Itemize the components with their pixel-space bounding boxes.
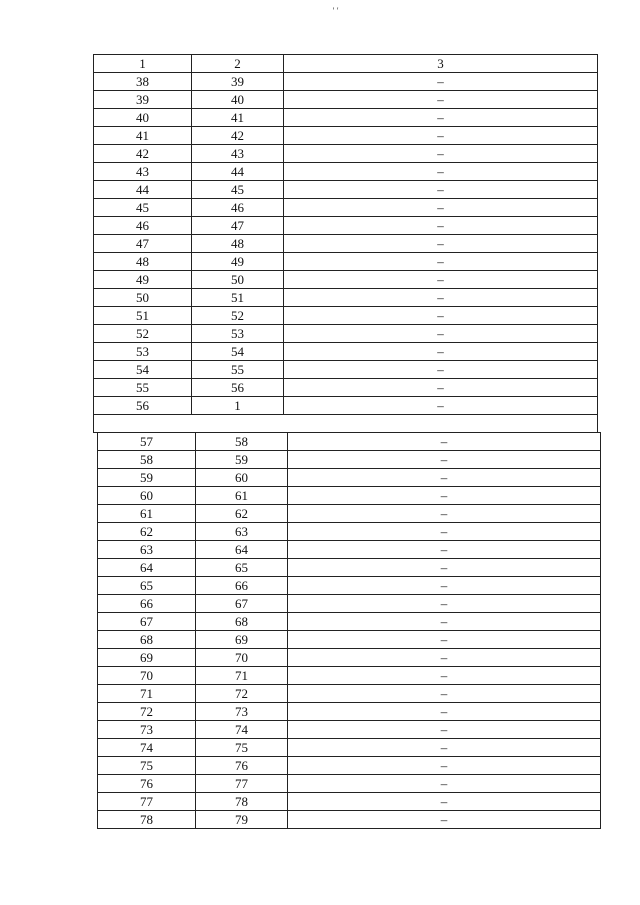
table-cell-col2: 43 <box>192 145 284 163</box>
table-row <box>94 397 598 415</box>
table-cell-col3: – <box>288 703 601 721</box>
table-cell-col1: 66 <box>98 595 196 613</box>
table-cell-col2: 41 <box>192 109 284 127</box>
table-cell-col3: – <box>284 343 598 361</box>
table-cell-col2: 64 <box>196 541 288 559</box>
table-cell-col2: 50 <box>192 271 284 289</box>
table-cell-col3: – <box>284 127 598 145</box>
table-cell-col3: – <box>284 91 598 109</box>
table-cell-col2: 77 <box>196 775 288 793</box>
table-cell-col2: 71 <box>196 667 288 685</box>
page-mark: ' ' <box>332 6 339 16</box>
table-cell-col3: – <box>288 505 601 523</box>
table-cell-col1: 44 <box>94 181 192 199</box>
table-row <box>98 487 601 505</box>
table-gap-row <box>94 415 598 433</box>
table-row <box>98 469 601 487</box>
table-cell-col1: 49 <box>94 271 192 289</box>
table-row <box>98 721 601 739</box>
table-row <box>98 685 601 703</box>
table-row <box>94 307 598 325</box>
table-cell-col2: 40 <box>192 91 284 109</box>
table-cell-col1: 52 <box>94 325 192 343</box>
table-cell-col2: 65 <box>196 559 288 577</box>
table-cell-col3: – <box>288 757 601 775</box>
table-cell-col1: 55 <box>94 379 192 397</box>
table-cell-col3: – <box>288 487 601 505</box>
table-cell-col3: – <box>288 775 601 793</box>
table-row <box>98 451 601 469</box>
table-row <box>98 595 601 613</box>
table-cell-col1: 75 <box>98 757 196 775</box>
table-row <box>98 559 601 577</box>
table-cell-col2: 60 <box>196 469 288 487</box>
table-cell-col1: 56 <box>94 397 192 415</box>
table-row <box>98 577 601 595</box>
table-cell-col2: 79 <box>196 811 288 829</box>
table-cell-col1: 54 <box>94 361 192 379</box>
table-cell-col3: – <box>288 541 601 559</box>
table-cell-col1: 58 <box>98 451 196 469</box>
table-cell-col2: 49 <box>192 253 284 271</box>
table-row <box>98 775 601 793</box>
table-row <box>94 289 598 307</box>
table-cell-col2: 63 <box>196 523 288 541</box>
table-cell-col1: 62 <box>98 523 196 541</box>
table-cell-col2: 74 <box>196 721 288 739</box>
table-cell-col2: 75 <box>196 739 288 757</box>
table-cell-col1: 76 <box>98 775 196 793</box>
table-row <box>98 793 601 811</box>
table-cell-col1: 68 <box>98 631 196 649</box>
table-body-top <box>94 55 598 433</box>
table-cell-col1: 60 <box>98 487 196 505</box>
table-cell-col1: 67 <box>98 613 196 631</box>
table-cell-col2: 72 <box>196 685 288 703</box>
table-cell-col2: 70 <box>196 649 288 667</box>
table-cell-col3: – <box>284 253 598 271</box>
table-cell-col3: – <box>284 181 598 199</box>
table-row <box>98 739 601 757</box>
table-cell-col1: 43 <box>94 163 192 181</box>
table-cell-col2: 52 <box>192 307 284 325</box>
table-cell-col1: 59 <box>98 469 196 487</box>
table-cell-col1: 57 <box>98 433 196 451</box>
data-table-top <box>93 54 598 433</box>
table-row <box>94 379 598 397</box>
table-cell-col2: 51 <box>192 289 284 307</box>
column-header-2: 2 <box>192 55 284 73</box>
table-cell-col3: – <box>288 811 601 829</box>
table-cell-col2: 76 <box>196 757 288 775</box>
table-cell-col3: – <box>288 649 601 667</box>
table-row <box>94 271 598 289</box>
table-cell-col3: – <box>284 307 598 325</box>
table-cell-col2: 62 <box>196 505 288 523</box>
table-cell-col3: – <box>284 397 598 415</box>
table-gap-cell <box>94 415 598 433</box>
table-cell-col3: – <box>284 325 598 343</box>
table-cell-col1: 41 <box>94 127 192 145</box>
table-body-bottom <box>98 433 601 829</box>
table-cell-col2: 66 <box>196 577 288 595</box>
table-row <box>98 613 601 631</box>
table-cell-col3: – <box>284 217 598 235</box>
table-cell-col2: 42 <box>192 127 284 145</box>
table-row <box>98 649 601 667</box>
table-cell-col3: – <box>284 235 598 253</box>
table-cell-col3: – <box>288 577 601 595</box>
table-cell-col2: 58 <box>196 433 288 451</box>
table-cell-col1: 65 <box>98 577 196 595</box>
table-row <box>98 523 601 541</box>
table-cell-col3: – <box>288 685 601 703</box>
table-row <box>94 235 598 253</box>
table-cell-col2: 45 <box>192 181 284 199</box>
table-cell-col2: 47 <box>192 217 284 235</box>
table-cell-col1: 69 <box>98 649 196 667</box>
table-row <box>98 631 601 649</box>
table-cell-col3: – <box>288 595 601 613</box>
table-cell-col3: – <box>284 271 598 289</box>
table-cell-col2: 67 <box>196 595 288 613</box>
table-row <box>94 199 598 217</box>
table-cell-col2: 56 <box>192 379 284 397</box>
table-cell-col2: 78 <box>196 793 288 811</box>
table-cell-col2: 61 <box>196 487 288 505</box>
table-cell-col3: – <box>288 721 601 739</box>
table-cell-col3: – <box>284 379 598 397</box>
column-header-3: 3 <box>284 55 598 73</box>
table-row <box>94 91 598 109</box>
table-row <box>98 757 601 775</box>
table-row <box>94 361 598 379</box>
table-row <box>98 433 601 451</box>
table-cell-col3: – <box>288 523 601 541</box>
table-row <box>94 73 598 91</box>
table-row <box>98 811 601 829</box>
table-cell-col2: 73 <box>196 703 288 721</box>
table-cell-col3: – <box>288 451 601 469</box>
table-cell-col2: 46 <box>192 199 284 217</box>
table-row <box>94 253 598 271</box>
table-row <box>94 217 598 235</box>
table-row <box>94 127 598 145</box>
table-cell-col3: – <box>288 739 601 757</box>
table-cell-col1: 78 <box>98 811 196 829</box>
table-cell-col3: – <box>288 631 601 649</box>
table-cell-col3: – <box>288 433 601 451</box>
table-cell-col1: 47 <box>94 235 192 253</box>
table-cell-col1: 48 <box>94 253 192 271</box>
table-cell-col2: 44 <box>192 163 284 181</box>
table-cell-col2: 53 <box>192 325 284 343</box>
table-cell-col1: 38 <box>94 73 192 91</box>
table-cell-col3: – <box>284 109 598 127</box>
table-cell-col3: – <box>288 793 601 811</box>
table-cell-col1: 40 <box>94 109 192 127</box>
table-cell-col1: 77 <box>98 793 196 811</box>
table-cell-col3: – <box>288 613 601 631</box>
table-cell-col1: 70 <box>98 667 196 685</box>
table-cell-col3: – <box>288 559 601 577</box>
table-row <box>94 181 598 199</box>
table-cell-col1: 73 <box>98 721 196 739</box>
table-cell-col1: 50 <box>94 289 192 307</box>
table-cell-col1: 72 <box>98 703 196 721</box>
table-cell-col1: 74 <box>98 739 196 757</box>
table-cell-col3: – <box>288 469 601 487</box>
table-cell-col2: 59 <box>196 451 288 469</box>
table-cell-col1: 45 <box>94 199 192 217</box>
table-cell-col3: – <box>284 199 598 217</box>
table-cell-col1: 51 <box>94 307 192 325</box>
table-row <box>94 325 598 343</box>
table-row <box>98 505 601 523</box>
table-row <box>94 343 598 361</box>
table-cell-col1: 39 <box>94 91 192 109</box>
table-cell-col2: 1 <box>192 397 284 415</box>
table-row <box>94 109 598 127</box>
table-cell-col1: 64 <box>98 559 196 577</box>
table-cell-col2: 69 <box>196 631 288 649</box>
table-cell-col3: – <box>284 145 598 163</box>
table-cell-col2: 55 <box>192 361 284 379</box>
table-cell-col1: 63 <box>98 541 196 559</box>
table-header-row <box>94 55 598 73</box>
table-cell-col3: – <box>284 289 598 307</box>
table-cell-col1: 61 <box>98 505 196 523</box>
table-cell-col1: 42 <box>94 145 192 163</box>
table-row <box>98 667 601 685</box>
table-cell-col3: – <box>284 163 598 181</box>
table-cell-col2: 68 <box>196 613 288 631</box>
table-cell-col1: 53 <box>94 343 192 361</box>
table-row <box>98 703 601 721</box>
table-cell-col1: 46 <box>94 217 192 235</box>
table-cell-col3: – <box>284 361 598 379</box>
table-cell-col2: 48 <box>192 235 284 253</box>
table-cell-col2: 54 <box>192 343 284 361</box>
table-row <box>98 541 601 559</box>
table-cell-col1: 71 <box>98 685 196 703</box>
table-cell-col3: – <box>288 667 601 685</box>
column-header-1: 1 <box>94 55 192 73</box>
table-cell-col2: 39 <box>192 73 284 91</box>
table-cell-col3: – <box>284 73 598 91</box>
table-row <box>94 145 598 163</box>
data-table-bottom <box>97 432 601 829</box>
table-row <box>94 163 598 181</box>
